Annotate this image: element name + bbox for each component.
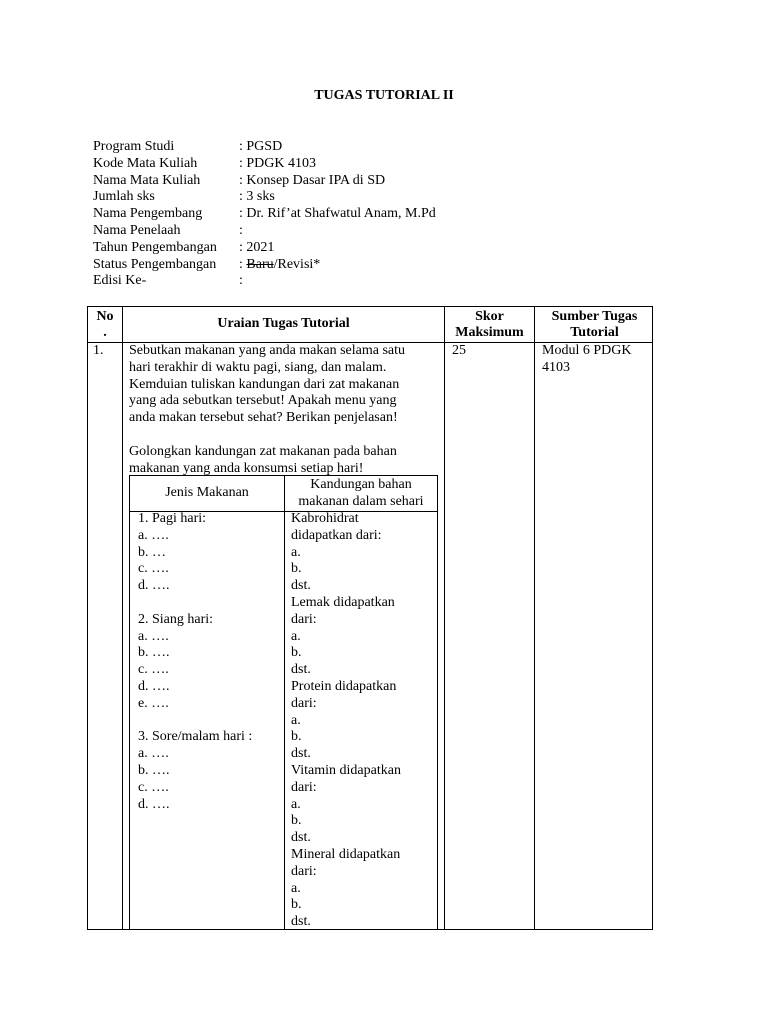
food-content-table — [129, 475, 438, 930]
meta-row — [93, 240, 436, 257]
header-kandungan-line2: makanan dalam sehari — [298, 494, 424, 509]
description-line: anda makan tersebut sehat? Berikan penjelasan! — [129, 410, 398, 426]
nutrient-line: Lemak didapatkan — [291, 594, 395, 610]
food-list-line: a. …. — [138, 527, 169, 543]
header-sumber-line2: Tutorial — [570, 325, 619, 340]
header-sumber-line1: Sumber Tugas — [551, 309, 638, 324]
task-source — [542, 343, 631, 377]
table-divider — [122, 307, 123, 929]
course-metadata — [93, 139, 436, 290]
nutrient-line: a. — [291, 796, 301, 812]
meta-row — [93, 223, 436, 240]
food-list-line: d. …. — [138, 578, 170, 594]
document-title: TUGAS TUTORIAL II — [314, 88, 454, 103]
meta-value: : 3 sks — [239, 189, 275, 205]
meta-label: Program Studi — [93, 139, 175, 154]
meta-value: : — [239, 222, 243, 238]
meta-label: Nama Penelaah — [93, 222, 181, 238]
meta-label: Nama Mata Kuliah — [93, 172, 201, 188]
max-score: 25 — [452, 343, 466, 358]
description-line: Kemduian tuliskan kandungan dari zat makanan — [129, 376, 400, 392]
food-list-line: b. … — [138, 544, 166, 560]
meta-label: Jumlah sks — [93, 189, 155, 205]
food-list-line: b. …. — [138, 762, 170, 778]
nutrient-line: Mineral didapatkan — [291, 846, 401, 862]
header-skor-line2: Maksimum — [455, 325, 524, 340]
source-line: Modul 6 PDGK — [542, 343, 632, 358]
task-description — [129, 343, 405, 477]
nutrient-line: dst. — [291, 578, 311, 594]
source-line: 4103 — [542, 359, 570, 375]
meta-label: Edisi Ke- — [93, 273, 147, 289]
food-list-line: a. …. — [138, 628, 169, 644]
food-list-line: 3. Sore/malam hari : — [138, 729, 253, 745]
description-line: Sebutkan makanan yang anda makan selama satu — [129, 343, 406, 358]
nutrient-line: a. — [291, 628, 301, 644]
meta-label: Kode Mata Kuliah — [93, 155, 198, 171]
nutrient-line: Kabrohidrat — [291, 511, 359, 526]
meta-value-suffix: /Revisi* — [273, 256, 321, 272]
nutrient-line: a. — [291, 880, 301, 896]
table-divider — [444, 307, 445, 929]
meta-value: : PGSD — [239, 139, 283, 154]
meta-row — [93, 273, 436, 290]
nutrient-line: dari: — [291, 695, 317, 711]
description-line: hari terakhir di waktu pagi, siang, dan malam. — [129, 359, 387, 375]
nutrient-list — [291, 511, 401, 931]
inner-table-divider — [284, 476, 285, 929]
food-list-line: d. …. — [138, 678, 170, 694]
header-sumber — [535, 309, 654, 341]
nutrient-line: dari: — [291, 863, 317, 879]
header-no-line2: . — [103, 325, 107, 340]
nutrient-line: b. — [291, 813, 302, 829]
nutrient-line: b. — [291, 561, 302, 577]
food-list — [138, 511, 252, 813]
nutrient-line: b. — [291, 645, 302, 661]
header-kandungan-line1: Kandungan bahan — [310, 477, 412, 492]
row-number: 1. — [93, 343, 104, 358]
nutrient-line: didapatkan dari: — [291, 527, 382, 543]
food-list-line: 1. Pagi hari: — [138, 511, 207, 526]
nutrient-line: dst. — [291, 830, 311, 846]
meta-value: : 2021 — [239, 239, 275, 255]
food-list-line — [138, 595, 252, 612]
nutrient-line: b. — [291, 729, 302, 745]
meta-row — [93, 173, 436, 190]
nutrient-line: b. — [291, 897, 302, 913]
meta-value: : PDGK 4103 — [239, 155, 317, 171]
food-list-line: c. …. — [138, 561, 169, 577]
header-kandungan — [285, 476, 437, 510]
nutrient-line: dari: — [291, 779, 317, 795]
food-list-line — [138, 713, 252, 730]
nutrient-line: a. — [291, 544, 301, 560]
table-divider — [534, 307, 535, 929]
nutrient-line: dst. — [291, 914, 311, 930]
food-list-line: c. …. — [138, 662, 169, 678]
description-line: Golongkan kandungan zat makanan pada bahan — [129, 443, 397, 459]
meta-row — [93, 206, 436, 223]
description-line — [129, 427, 405, 444]
food-list-line: d. …. — [138, 796, 170, 812]
food-list-line: a. …. — [138, 746, 169, 762]
nutrient-line: dst. — [291, 746, 311, 762]
food-list-line: c. …. — [138, 779, 169, 795]
meta-value-prefix: : — [239, 256, 247, 272]
header-skor-line1: Skor — [475, 309, 504, 324]
nutrient-line: Vitamin didapatkan — [291, 762, 401, 778]
header-jenis-makanan: Jenis Makanan — [165, 485, 249, 500]
description-line: yang ada sebutkan tersebut! Apakah menu yang — [129, 393, 397, 409]
header-no — [88, 309, 122, 341]
meta-value — [239, 257, 320, 274]
meta-value: : Konsep Dasar IPA di SD — [239, 172, 386, 188]
food-list-line: 2. Siang hari: — [138, 611, 214, 627]
header-uraian: Uraian Tugas Tutorial — [217, 316, 350, 331]
nutrient-line: a. — [291, 712, 301, 728]
struck-status-text: Baru — [246, 256, 274, 272]
header-no-line1: No — [96, 309, 114, 324]
nutrient-line: dst. — [291, 662, 311, 678]
meta-row — [93, 156, 436, 173]
meta-label: Tahun Pengembangan — [93, 239, 217, 255]
meta-label: Status Pengembangan — [93, 256, 217, 272]
nutrient-line: Protein didapatkan — [291, 678, 397, 694]
meta-value: : — [239, 273, 243, 289]
food-list-line: b. …. — [138, 645, 170, 661]
meta-value: : Dr. Rif’at Shafwatul Anam, M.Pd — [239, 206, 436, 222]
meta-label: Nama Pengembang — [93, 206, 203, 222]
description-line: makanan yang anda konsumsi setiap hari! — [129, 460, 364, 476]
meta-row — [93, 139, 436, 156]
food-list-line: e. …. — [138, 695, 169, 711]
meta-row-status — [93, 257, 436, 274]
header-skor — [445, 309, 534, 341]
nutrient-line: dari: — [291, 611, 317, 627]
meta-row — [93, 189, 436, 206]
